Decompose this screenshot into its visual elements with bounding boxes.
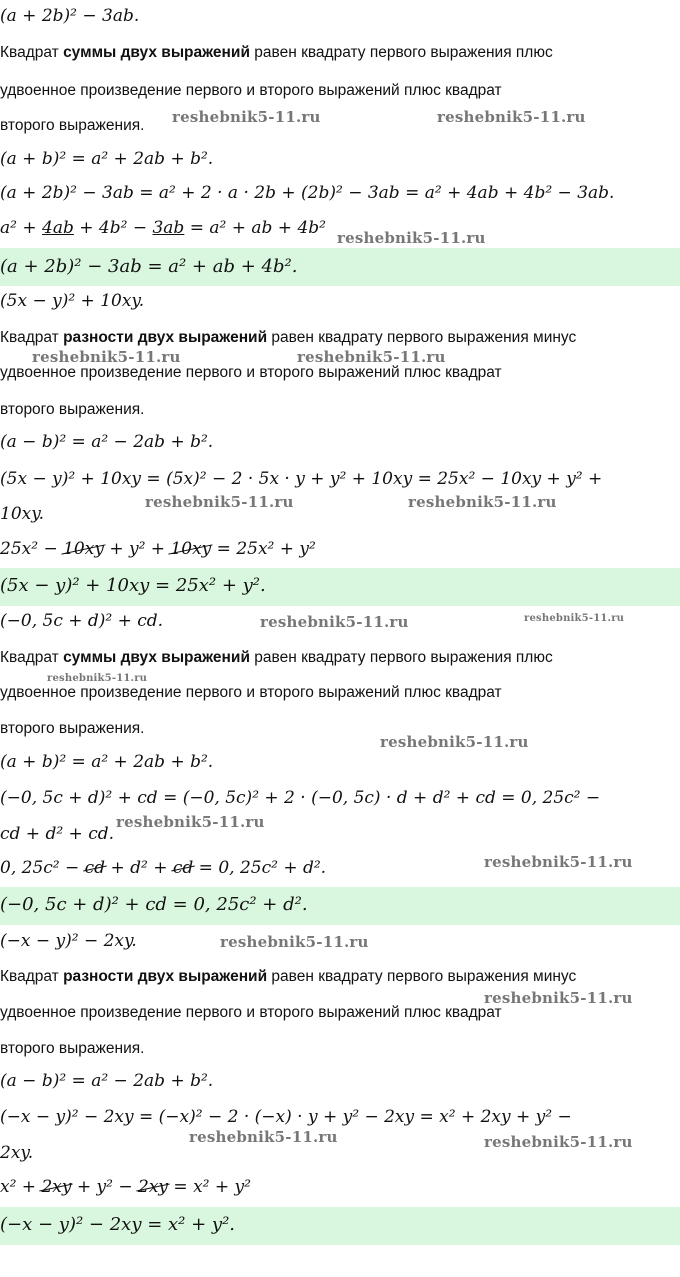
step-1-2-c: = a² + ab + 4b² xyxy=(184,218,326,238)
watermark: reshebnik5-11.ru xyxy=(297,348,446,366)
rule-3-bold: суммы двух выражений xyxy=(63,649,250,666)
formula-4: (a − b)² = a² − 2ab + b². xyxy=(0,1071,214,1091)
step-2-2-c: = 25x² + y² xyxy=(211,539,316,559)
rule-2-bold: разности двух выражений xyxy=(63,329,268,346)
answer-3: (−0, 5c + d)² + cd = 0, 25c² + d². xyxy=(0,894,308,915)
problem-4: (−x − y)² − 2xy. xyxy=(0,931,137,951)
step-2-2-b: + y² + xyxy=(103,539,171,559)
rule-1-bold: суммы двух выражений xyxy=(63,44,250,61)
step-2-2 xyxy=(0,539,680,559)
step-3-2-crossed-2: cd xyxy=(172,858,194,878)
problem-2: (5x − y)² + 10xy. xyxy=(0,291,145,311)
rule-1-prefix: Квадрат xyxy=(0,44,64,61)
problem-1: (a + 2b)² − 3ab. xyxy=(0,6,140,26)
answer-2: (5x − y)² + 10xy = 25x² + y². xyxy=(0,575,266,596)
watermark: reshebnik5-11.ru xyxy=(220,933,369,951)
answer-1: (a + 2b)² − 3ab = a² + ab + 4b². xyxy=(0,256,298,277)
rule-3-line3: второго выражения. xyxy=(0,720,145,737)
formula-3: (a + b)² = a² + 2ab + b². xyxy=(0,752,214,772)
watermark: reshebnik5-11.ru xyxy=(437,108,586,126)
watermark: reshebnik5-11.ru xyxy=(47,673,148,684)
watermark: reshebnik5-11.ru xyxy=(260,613,409,631)
step-3-1-cont: cd + d² + cd. xyxy=(0,824,115,844)
step-4-2-b: + y² − xyxy=(71,1177,139,1197)
watermark: reshebnik5-11.ru xyxy=(380,733,529,751)
rule-1-line1 xyxy=(0,44,680,62)
formula-1: (a + b)² = a² + 2ab + b². xyxy=(0,149,214,169)
watermark: reshebnik5-11.ru xyxy=(484,853,633,871)
step-1-2-b: + 4b² − xyxy=(73,218,153,238)
step-4-2-c: = x² + y² xyxy=(168,1177,251,1197)
rule-4-line1 xyxy=(0,968,680,986)
rule-3-line2: удвоенное произведение первого и второго выражений плюс квадрат xyxy=(0,684,502,701)
step-1-2-underlined-2: 3ab xyxy=(152,218,185,238)
step-1-2-underlined-1: 4ab xyxy=(42,218,74,238)
step-4-1-cont: 2xy. xyxy=(0,1143,34,1163)
step-4-2 xyxy=(0,1177,680,1197)
step-4-2-crossed-1: 2xy xyxy=(41,1177,72,1197)
step-1-2-a: a² + xyxy=(0,218,43,238)
watermark: reshebnik5-11.ru xyxy=(172,108,321,126)
step-2-2-a: 25x² − xyxy=(0,539,64,559)
step-1-1: (a + 2b)² − 3ab = a² + 2 · a · 2b + (2b)² − 3ab = a² + 4ab + 4b² − 3ab. xyxy=(0,183,615,203)
step-4-1: (−x − y)² − 2xy = (−x)² − 2 · (−x) · y + y² − 2xy = x² + 2xy + y² − xyxy=(0,1107,572,1127)
rule-1-suffix: равен квадрату первого выражения плюс xyxy=(249,44,553,61)
watermark: reshebnik5-11.ru xyxy=(408,493,557,511)
formula-2: (a − b)² = a² − 2ab + b². xyxy=(0,432,214,452)
watermark: reshebnik5-11.ru xyxy=(484,1133,633,1151)
step-3-2-c: = 0, 25c² + d². xyxy=(193,858,327,878)
rule-2-suffix: равен квадрату первого выражения минус xyxy=(267,329,577,346)
rule-1-line3: второго выражения. xyxy=(0,117,145,134)
step-2-2-crossed-2: 10xy xyxy=(170,539,212,559)
rule-2-line2: удвоенное произведение первого и второго выражений плюс квадрат xyxy=(0,364,502,381)
watermark: reshebnik5-11.ru xyxy=(337,229,486,247)
step-3-1: (−0, 5c + d)² + cd = (−0, 5c)² + 2 · (−0, 5c) · d + d² + cd = 0, 25c² − xyxy=(0,788,601,808)
rule-1-line2: удвоенное произведение первого и второго выражений плюс квадрат xyxy=(0,82,502,99)
rule-4-line2: удвоенное произведение первого и второго выражений плюс квадрат xyxy=(0,1004,502,1021)
step-4-2-crossed-2: 2xy xyxy=(138,1177,169,1197)
answer-4: (−x − y)² − 2xy = x² + y². xyxy=(0,1214,236,1235)
step-3-2-crossed-1: cd xyxy=(84,858,106,878)
problem-3: (−0, 5c + d)² + cd. xyxy=(0,611,164,631)
step-2-1-cont: 10xy. xyxy=(0,504,44,524)
watermark: reshebnik5-11.ru xyxy=(484,989,633,1007)
watermark: reshebnik5-11.ru xyxy=(32,348,181,366)
rule-2-line1 xyxy=(0,329,680,347)
step-3-2-a: 0, 25c² − xyxy=(0,858,85,878)
rule-4-bold: разности двух выражений xyxy=(63,968,268,985)
step-2-2-crossed-1: 10xy xyxy=(63,539,104,559)
step-2-1: (5x − y)² + 10xy = (5x)² − 2 · 5x · y + y² + 10xy = 25x² − 10xy + y² + xyxy=(0,469,603,489)
rule-4-prefix: Квадрат xyxy=(0,968,64,985)
watermark: reshebnik5-11.ru xyxy=(189,1128,338,1146)
rule-3-line1 xyxy=(0,649,680,667)
watermark: reshebnik5-11.ru xyxy=(116,813,265,831)
rule-2-prefix: Квадрат xyxy=(0,329,64,346)
step-4-2-a: x² + xyxy=(0,1177,42,1197)
rule-4-suffix: равен квадрату первого выражения минус xyxy=(267,968,577,985)
watermark: reshebnik5-11.ru xyxy=(524,613,625,624)
rule-4-line3: второго выражения. xyxy=(0,1040,145,1057)
rule-2-line3: второго выражения. xyxy=(0,401,145,418)
rule-3-prefix: Квадрат xyxy=(0,649,64,666)
watermark: reshebnik5-11.ru xyxy=(145,493,294,511)
rule-3-suffix: равен квадрату первого выражения плюс xyxy=(249,649,553,666)
step-3-2-b: + d² + xyxy=(105,858,173,878)
